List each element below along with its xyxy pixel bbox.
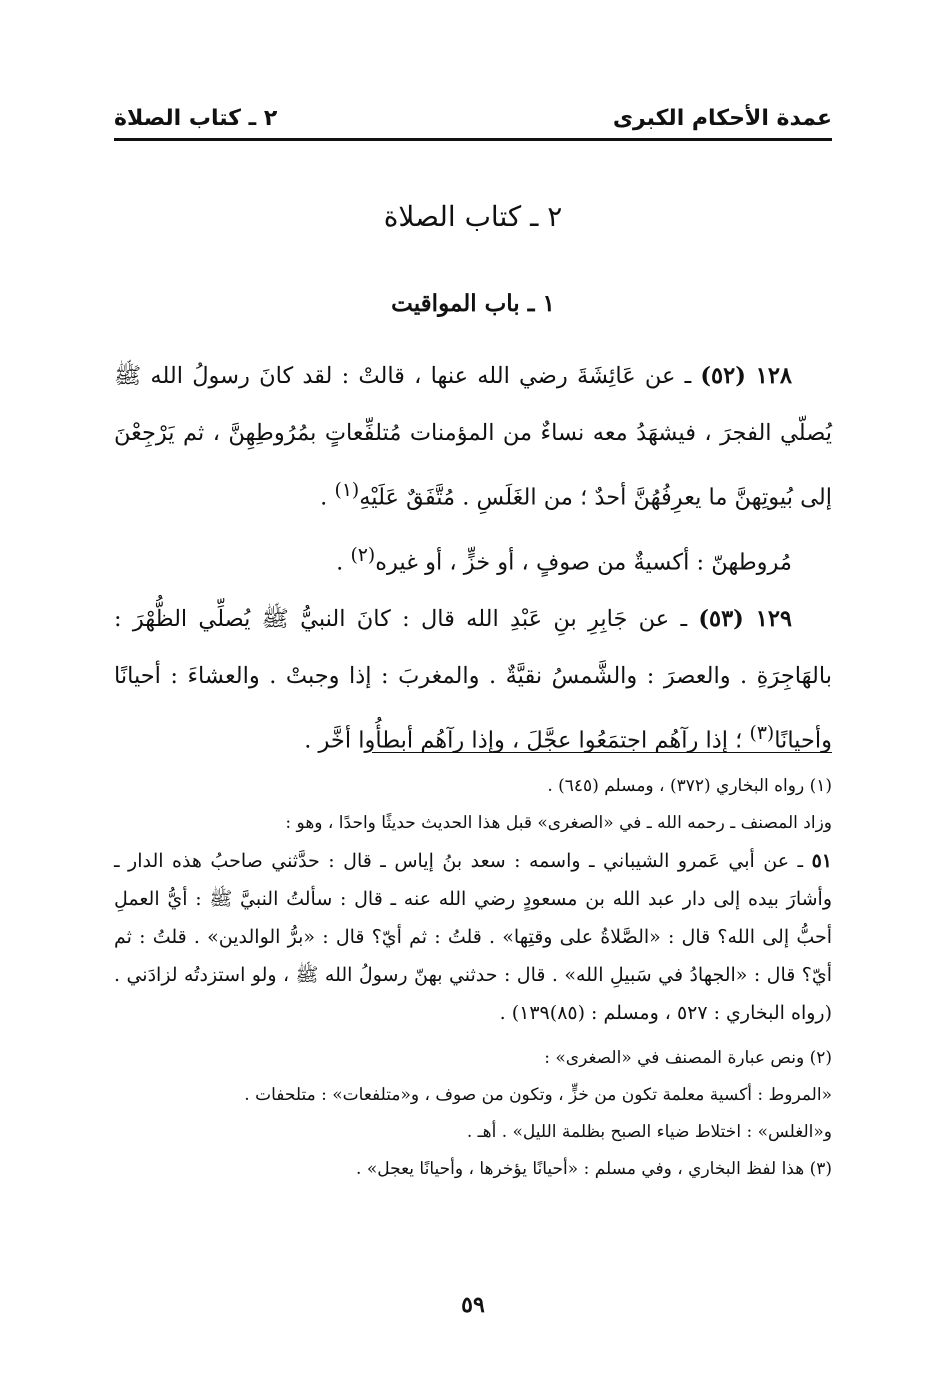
- hadith-number: ١٢٩ (٥٣): [698, 606, 793, 632]
- page-number: ٥٩: [461, 1292, 485, 1318]
- hadith-end: .: [320, 484, 335, 511]
- gloss-text: مُروطهنّ : أكسيةٌ من صوفٍ ، أو خزٍّ ، أو غيره: [375, 549, 792, 575]
- main-text: [114, 348, 832, 770]
- hadith-text: ـ عن عَائِشَةَ رضي الله عنها ، قالتْ : لقد كانَ رسولُ الله ﷺ يُصلّي الفجرَ ، فيشهَدُ معه نساءٌ من المؤمنات مُتلفِّعاتٍ بمُرُوطِهِنَّ ، ثم يَرْجِعْنَ إلى بُيوتِهنَّ ما يعرِفُهُنَّ أحدٌ ؛ من الغَلَسِ . مُتَّفَقٌ عَلَيْهِ: [114, 363, 832, 511]
- running-header: [114, 98, 832, 138]
- footnote-1: (١) رواه البخاري (٣٧٢) ، ومسلم (٦٤٥) .: [547, 776, 832, 796]
- hadith-128: [114, 348, 832, 527]
- footnote-hadith-number: ٥١: [811, 850, 832, 872]
- footnote-hadith-text: ـ عن أبي عَمرو الشيباني ـ واسمه : سعد بنُ إياس ـ قال : حدَّثني صاحبُ هذه الدار ـ وأشارَ بيده إلى دار عبد الله بن مسعودٍ رضي الله عنه ـ قال : سألتُ النبيَّ ﷺ : أيُّ العملِ أحبُّ إلى الله؟ قال : «الصَّلاةُ على وقتِها» . قلتُ : ثم أيّ؟ قال : «برُّ الوالدين» . قلتُ : ثم أيّ؟ قال : «الجهادُ في سَبيلِ الله» . قال : حدثني بهنّ رسولُ الله ﷺ ، ولو استزدتُه لزادَني . (رواه البخاري : ٥٢٧ ، ومسلم : (٨٥)١٣٩) .: [114, 850, 832, 1024]
- gloss-end: .: [336, 549, 351, 575]
- footnote-2-body-1: «المروط : أكسية معلمة تكون من خزٍّ ، وتكون من صوف ، و«متلفعات» : متلحفات .: [244, 1085, 832, 1105]
- footnote-2-body-2: و«الغلس» : اختلاط ضياء الصبح بظلمة الليل» . أهـ .: [466, 1122, 832, 1142]
- gloss: [114, 527, 832, 592]
- footnote-1-intro: وزاد المصنف ـ رحمه الله ـ في «الصغرى» قبل هذا الحديث حديثًا واحدًا ، وهو :: [285, 813, 832, 833]
- hadith-text: ـ عن جَابِرِ بنِ عَبْدِ الله قال : كانَ النبيُّ ﷺ يُصلِّي الظُّهْرَ : بالهَاجِرَةِ . والعصرَ : والشَّمسُ نقيَّةٌ . والمغربَ : إذا وجبتْ . والعشاءَ : أحيانًا وأحيانًا: [114, 606, 832, 754]
- hadith-text-continued: ؛ إذا رآهُم اجتمَعُوا عجَّلَ ، وإذا رآهُم أبطأُوا أخَّر .: [304, 727, 743, 754]
- chapter-title: ٢ ـ كتاب الصلاة: [383, 200, 563, 233]
- footnote-3: (٣) هذا لفظ البخاري ، وفي مسلم : «أحيانًا يؤخرها ، وأحيانًا يعجل» .: [356, 1159, 832, 1179]
- footnote-2: (٢) ونص عبارة المصنف في «الصغرى» :: [544, 1048, 832, 1068]
- footnotes: [114, 768, 832, 1188]
- header-rule: [114, 138, 832, 141]
- hadith-number: ١٢٨ (٥٢): [700, 363, 792, 389]
- footnote-ref: (٣): [749, 723, 775, 744]
- footnote-1-hadith: [114, 842, 832, 1032]
- footnote-rule: [372, 752, 832, 753]
- header-chapter-label: ٢ ـ كتاب الصلاة: [114, 105, 278, 131]
- section-title: ١ ـ باب المواقيت: [391, 290, 555, 317]
- hadith-129: [114, 591, 832, 770]
- header-book-title: عمدة الأحكام الكبرى: [612, 105, 832, 131]
- footnote-ref: (١): [334, 480, 360, 501]
- footnote-ref: (٢): [350, 544, 376, 566]
